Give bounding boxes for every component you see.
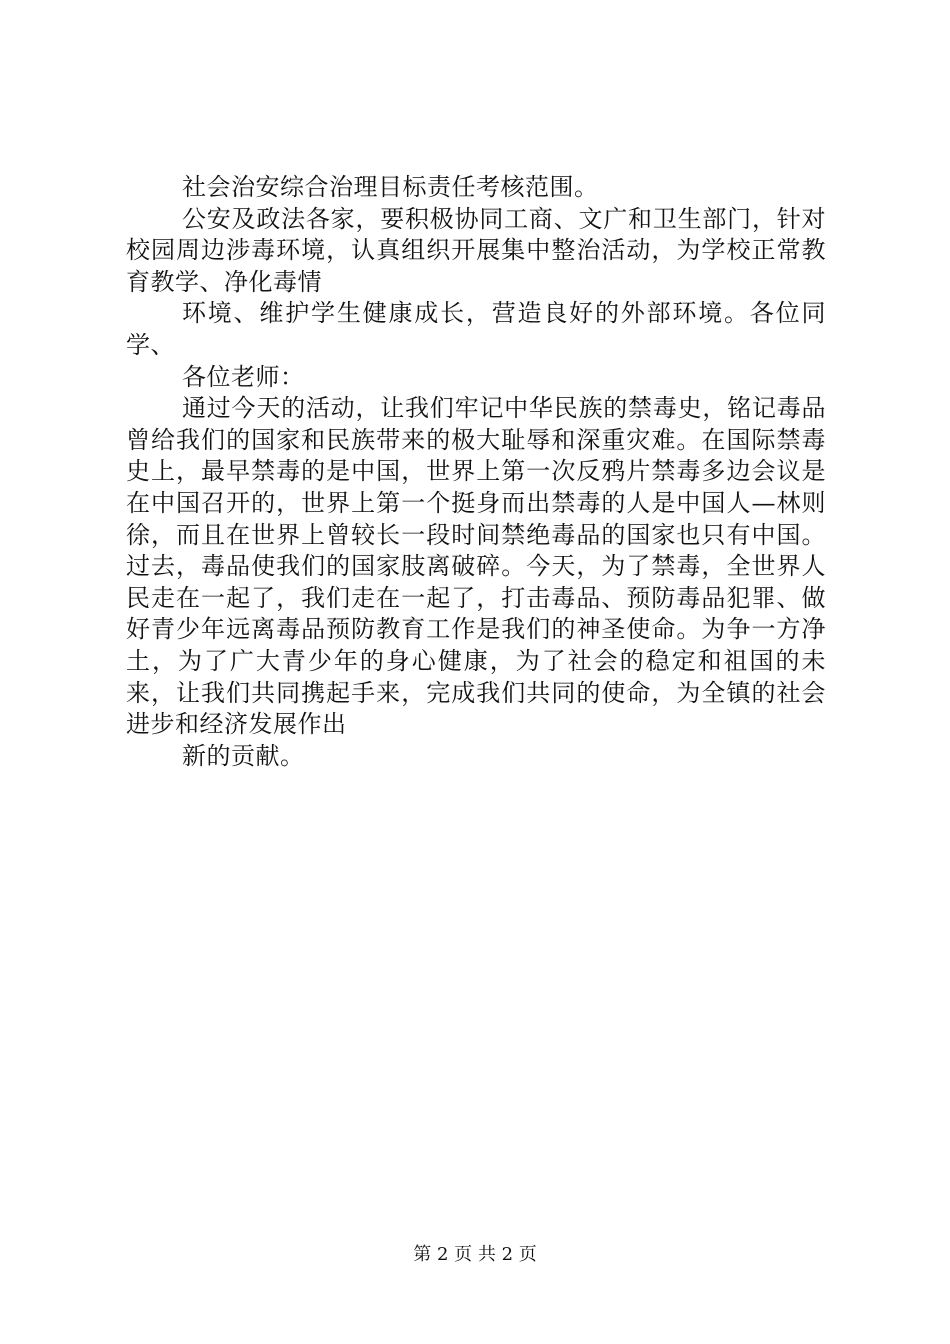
paragraph-6: 新的贡献。 (182, 741, 305, 770)
page-footer (0, 1243, 950, 1267)
paragraph-2: 公安及政法各家，要积极协同工商、文广和卫生部门，针对校园周边涉毒环境，认真组织开展集中整治活动，为学校正常教育教学、净化毒情 (126, 204, 826, 296)
page-number-label: 第 2 页 共 2 页 (413, 1244, 537, 1265)
paragraph-5: 通过今天的活动，让我们牢记中华民族的禁毒史，铭记毒品曾给我们的国家和民族带来的极大耻辱和深重灾难。在国际禁毒史上，最早禁毒的是中国，世界上第一次反鸦片禁毒多边会议是在中国召开的，世界上第一个挺身而出禁毒的人是中国人—林则徐，而且在世界上曾较长一段时间禁绝毒品的国家也只有中国。过去，毒品使我们的国家肢离破碎。今天，为了禁毒，全世界人民走在一起了，我们走在一起了，打击毒品、预防毒品犯罪、做好青少年远离毒品预防教育工作是我们的神圣使命。为争一方净土，为了广大青少年的身心健康，为了社会的稳定和祖国的未来，让我们共同携起手来，完成我们共同的使命，为全镇的社会进步和经济发展作出 (126, 394, 826, 739)
paragraph-4: 各位老师： (182, 362, 305, 391)
paragraph-1: 社会治安综合治理目标责任考核范围。 (182, 173, 599, 201)
paragraph-3: 环境、维护学生健康成长，营造良好的外部环境。各位同学、 (126, 299, 826, 359)
document-body (126, 172, 826, 772)
